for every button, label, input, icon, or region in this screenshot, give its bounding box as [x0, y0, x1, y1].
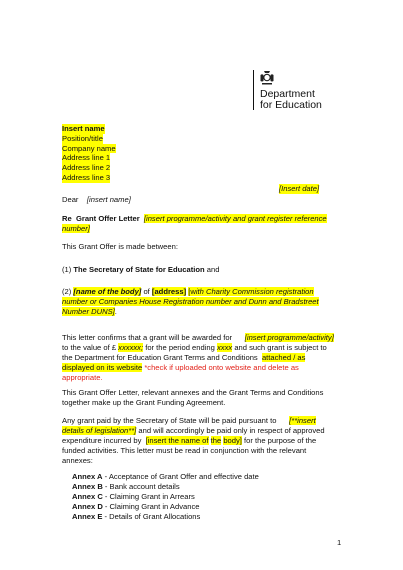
annex-label: Annex C — [72, 492, 103, 501]
party-1 — [62, 265, 219, 275]
department-logo — [253, 70, 333, 112]
address-line-3: Address line 3 — [62, 172, 111, 182]
logo-rule — [253, 70, 254, 110]
payment-placeholder-name: [insert the name of — [145, 436, 209, 445]
annex-text: - Acceptance of Grant Offer and effective date — [102, 472, 259, 481]
logo-line-2: for Education — [260, 99, 322, 111]
confirm-terms: the Department for Education Grant Terms and Conditions — [62, 353, 258, 362]
payment-the: the — [210, 436, 222, 445]
payment-line-4: funded activities. This letter must be read in conjunction with the relevant — [62, 446, 307, 455]
page-number: 1 — [337, 538, 342, 547]
party-2-w: w — [190, 287, 196, 296]
recipient-position: Position/title — [62, 133, 103, 143]
party-1-tail: and — [206, 265, 220, 274]
subject-placeholder-b: number] — [62, 224, 90, 233]
confirm-amount: xxxxxx; — [118, 343, 144, 352]
annex-text: - Claiming Grant in Arrears — [102, 492, 195, 501]
party-2-of: of — [143, 287, 150, 296]
royal-crest-icon — [259, 70, 275, 86]
party-2-body: [name of the body] — [73, 287, 142, 296]
payment-paragraph — [62, 416, 352, 466]
date-placeholder: [Insert date] — [279, 184, 320, 193]
confirm-period: xxxx — [217, 343, 233, 352]
annex-label: Annex B — [72, 482, 103, 491]
annex-text: - Claiming Grant in Advance — [102, 502, 200, 511]
logo-line-1: Department — [260, 88, 315, 100]
annex-label: Annex E — [72, 512, 103, 521]
confirm-placeholder-programme: [insert programme/activity] — [244, 333, 334, 342]
subject-prefix: Re — [62, 214, 72, 223]
annex-item — [72, 492, 259, 502]
annex-item — [72, 482, 259, 492]
party-2 — [62, 287, 352, 317]
payment-placeholder-legislation: details of legislation**] — [62, 426, 137, 435]
annex-list — [72, 472, 259, 522]
together-line-2: together make up the Grant Funding Agreement. — [62, 398, 226, 407]
address-line-1: Address line 1 — [62, 153, 111, 163]
payment-placeholder-body: body] — [223, 436, 242, 445]
annex-label: Annex A — [72, 472, 103, 481]
confirm-paragraph — [62, 333, 352, 383]
intro-text: This Grant Offer is made between: — [62, 242, 178, 251]
recipient-company: Company name — [62, 143, 116, 153]
together-paragraph — [62, 388, 352, 408]
payment-line-1: Any grant paid by the Secretary of State will be paid pursuant to — [62, 416, 277, 425]
party-2-placeholder-c: Number DUNS] — [62, 307, 115, 316]
salutation-dear: Dear — [62, 195, 79, 204]
subject-title: Grant Offer Letter — [75, 214, 140, 223]
confirm-placeholder-website: displayed on its website — [62, 363, 143, 372]
payment-line-2: and will accordingly be paid only in respect of approved — [138, 426, 325, 435]
annex-item — [72, 512, 259, 522]
confirm-placeholder-attached: attached / as — [261, 353, 306, 362]
annex-label: Annex D — [72, 502, 103, 511]
party-2-number: (2) — [62, 287, 72, 296]
address-line-2: Address line 2 — [62, 163, 111, 173]
recipient-address — [62, 124, 116, 183]
payment-line-5: annexes: — [62, 456, 93, 465]
payment-line-3b: for the purpose of the — [244, 436, 317, 445]
confirm-value-label: to the value of £ — [62, 343, 117, 352]
party-2-placeholder-b: number or Companies House Registration number and Dunn and Bradstreet — [62, 297, 319, 306]
confirm-subject-to: and such grant is subject to — [234, 343, 327, 352]
subject-placeholder-a: [insert programme/activity and grant register reference — [143, 214, 327, 223]
payment-line-3a: expenditure incurred by — [62, 436, 142, 445]
subject-line — [62, 214, 352, 234]
payment-placeholder-insert: [**insert — [289, 416, 316, 425]
party-2-end: . — [114, 307, 117, 316]
party-1-number: (1) — [62, 265, 72, 274]
party-2-placeholder-a: ith Charity Commission registration — [195, 287, 314, 296]
annex-item — [72, 502, 259, 512]
annex-item — [72, 472, 259, 482]
confirm-note-a: *check if uploaded onto website and delete as — [144, 363, 299, 372]
together-line-1: This Grant Offer Letter, relevant annexes and the Grant Terms and Conditions — [62, 388, 324, 397]
confirm-note-b: appropriate. — [62, 373, 103, 382]
party-2-address: [address] — [151, 287, 187, 296]
confirm-line-1: This letter confirms that a grant will be awarded for — [62, 333, 233, 342]
salutation — [62, 195, 131, 205]
annex-text: - Details of Grant Allocations — [102, 512, 201, 521]
confirm-period-label: for the period ending — [145, 343, 215, 352]
annex-text: - Bank account details — [102, 482, 180, 491]
salutation-name: [insert name] — [86, 195, 131, 204]
party-1-name: The Secretary of State for Education — [73, 265, 205, 274]
recipient-name: Insert name — [62, 124, 105, 133]
